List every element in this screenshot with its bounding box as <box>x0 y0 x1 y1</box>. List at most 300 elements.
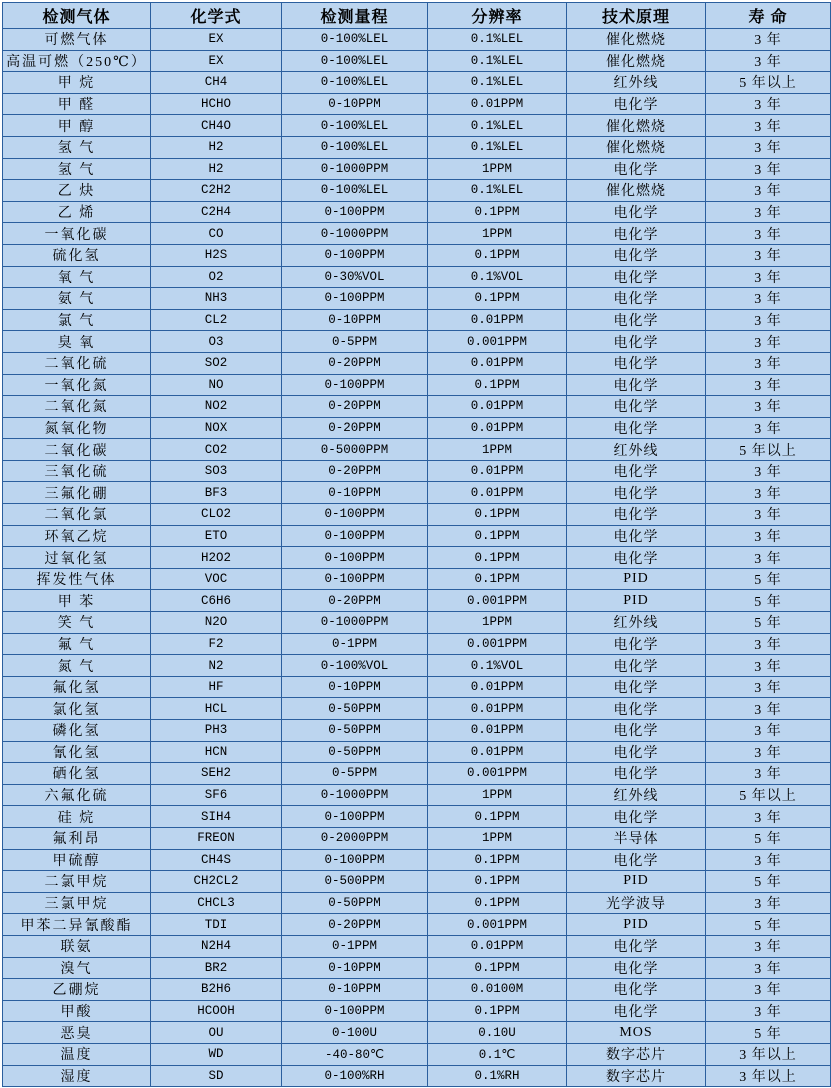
table-row <box>3 93 831 115</box>
table-cell-principle: 电化学 <box>567 741 706 763</box>
table-cell-name: 氟 气 <box>3 633 151 655</box>
table-cell-resolution: 1PPM <box>428 439 567 461</box>
table-cell-range: 0-1000PPM <box>282 784 428 806</box>
table-cell-range: 0-100PPM <box>282 568 428 590</box>
table-cell-formula: TDI <box>151 914 282 936</box>
table-cell-resolution: 0.1PPM <box>428 525 567 547</box>
table-header <box>3 3 831 29</box>
table-cell-principle: 电化学 <box>567 504 706 526</box>
table-cell-resolution: 0.01PPM <box>428 93 567 115</box>
table-cell-resolution: 0.1PPM <box>428 288 567 310</box>
table-cell-name: 二氧化碳 <box>3 439 151 461</box>
table-cell-principle: 电化学 <box>567 806 706 828</box>
column-header-lifespan: 寿 命 <box>706 3 831 29</box>
table-cell-name: 臭 氧 <box>3 331 151 353</box>
table-cell-life: 3 年 <box>706 460 831 482</box>
table-cell-formula: HCHO <box>151 93 282 115</box>
column-header-gas-name: 检测气体 <box>3 3 151 29</box>
table-cell-name: 二氯甲烷 <box>3 871 151 893</box>
table-cell-range: 0-20PPM <box>282 352 428 374</box>
table-cell-resolution: 1PPM <box>428 784 567 806</box>
table-cell-resolution: 0.1PPM <box>428 568 567 590</box>
table-cell-principle: 光学波导 <box>567 892 706 914</box>
table-cell-name: 硫化氢 <box>3 244 151 266</box>
table-cell-formula: H2 <box>151 136 282 158</box>
table-cell-resolution: 0.1PPM <box>428 806 567 828</box>
table-cell-name: 一氧化碳 <box>3 223 151 245</box>
table-cell-formula: BR2 <box>151 957 282 979</box>
table-cell-name: 温度 <box>3 1043 151 1065</box>
table-cell-resolution: 0.1%LEL <box>428 136 567 158</box>
table-cell-principle: 电化学 <box>567 633 706 655</box>
table-cell-range: 0-100%LEL <box>282 136 428 158</box>
table-cell-principle: 催化燃烧 <box>567 50 706 72</box>
table-cell-principle: 电化学 <box>567 1000 706 1022</box>
table-cell-life: 3 年 <box>706 698 831 720</box>
table-cell-life: 5 年 <box>706 612 831 634</box>
table-cell-range: 0-100%LEL <box>282 50 428 72</box>
table-cell-life: 3 年 <box>706 849 831 871</box>
table-cell-range: 0-10PPM <box>282 979 428 1001</box>
table-cell-range: 0-5PPM <box>282 763 428 785</box>
table-cell-formula: HCL <box>151 698 282 720</box>
table-cell-life: 3 年 <box>706 417 831 439</box>
table-cell-name: 过氧化氢 <box>3 547 151 569</box>
table-cell-name: 高温可燃（250℃） <box>3 50 151 72</box>
table-cell-formula: CH4O <box>151 115 282 137</box>
table-cell-range: 0-100PPM <box>282 849 428 871</box>
table-cell-resolution: 0.10U <box>428 1022 567 1044</box>
table-cell-resolution: 0.1%LEL <box>428 180 567 202</box>
table-row <box>3 244 831 266</box>
table-cell-principle: 催化燃烧 <box>567 136 706 158</box>
table-cell-resolution: 0.01PPM <box>428 309 567 331</box>
table-cell-name: 三氯甲烷 <box>3 892 151 914</box>
table-row <box>3 871 831 893</box>
table-cell-formula: PH3 <box>151 720 282 742</box>
table-row <box>3 352 831 374</box>
table-cell-formula: WD <box>151 1043 282 1065</box>
table-cell-name: 溴气 <box>3 957 151 979</box>
table-cell-name: 联氨 <box>3 935 151 957</box>
table-cell-name: 湿度 <box>3 1065 151 1087</box>
table-cell-name: 氢 气 <box>3 136 151 158</box>
table-cell-formula: OU <box>151 1022 282 1044</box>
table-cell-formula: N2H4 <box>151 935 282 957</box>
table-cell-range: 0-100PPM <box>282 504 428 526</box>
table-row <box>3 331 831 353</box>
table-cell-formula: HCN <box>151 741 282 763</box>
table-cell-resolution: 0.1%LEL <box>428 115 567 137</box>
table-cell-life: 5 年 <box>706 1022 831 1044</box>
table-cell-formula: SEH2 <box>151 763 282 785</box>
table-cell-range: 0-100%VOL <box>282 655 428 677</box>
table-cell-formula: HF <box>151 676 282 698</box>
table-cell-principle: 电化学 <box>567 957 706 979</box>
table-cell-range: 0-100PPM <box>282 806 428 828</box>
table-cell-life: 5 年以上 <box>706 784 831 806</box>
table-cell-range: 0-20PPM <box>282 396 428 418</box>
table-cell-formula: C6H6 <box>151 590 282 612</box>
table-cell-formula: BF3 <box>151 482 282 504</box>
table-cell-name: 六氟化硫 <box>3 784 151 806</box>
table-cell-principle: 电化学 <box>567 720 706 742</box>
table-cell-name: 硒化氢 <box>3 763 151 785</box>
table-cell-life: 5 年 <box>706 871 831 893</box>
table-row <box>3 547 831 569</box>
table-cell-resolution: 0.1%LEL <box>428 50 567 72</box>
table-cell-name: 甲 醇 <box>3 115 151 137</box>
table-cell-formula: CH2CL2 <box>151 871 282 893</box>
table-cell-name: 挥发性气体 <box>3 568 151 590</box>
table-row <box>3 136 831 158</box>
table-row <box>3 1000 831 1022</box>
table-row <box>3 266 831 288</box>
table-cell-principle: 数字芯片 <box>567 1043 706 1065</box>
table-cell-life: 3 年 <box>706 504 831 526</box>
table-cell-life: 3 年 <box>706 201 831 223</box>
table-cell-life: 3 年 <box>706 547 831 569</box>
table-cell-range: 0-100%LEL <box>282 29 428 51</box>
table-cell-principle: 电化学 <box>567 331 706 353</box>
table-cell-formula: NH3 <box>151 288 282 310</box>
table-cell-range: 0-20PPM <box>282 590 428 612</box>
table-cell-range: 0-10PPM <box>282 309 428 331</box>
table-cell-name: 甲硫醇 <box>3 849 151 871</box>
table-cell-life: 3 年 <box>706 158 831 180</box>
table-cell-formula: H2S <box>151 244 282 266</box>
table-cell-principle: 电化学 <box>567 676 706 698</box>
table-cell-name: 甲苯二异氰酸酯 <box>3 914 151 936</box>
table-cell-range: 0-100PPM <box>282 201 428 223</box>
table-row <box>3 460 831 482</box>
table-cell-life: 5 年 <box>706 590 831 612</box>
table-row <box>3 201 831 223</box>
table-cell-principle: 电化学 <box>567 849 706 871</box>
table-cell-resolution: 0.1%VOL <box>428 266 567 288</box>
table-cell-life: 5 年 <box>706 568 831 590</box>
table-cell-resolution: 0.1PPM <box>428 547 567 569</box>
table-cell-life: 3 年 <box>706 655 831 677</box>
table-cell-range: 0-10PPM <box>282 482 428 504</box>
table-cell-name: 氰化氢 <box>3 741 151 763</box>
table-cell-life: 3 年 <box>706 93 831 115</box>
table-cell-life: 3 年 <box>706 720 831 742</box>
table-cell-range: 0-100%RH <box>282 1065 428 1087</box>
table-cell-principle: 电化学 <box>567 158 706 180</box>
table-cell-life: 3 年 <box>706 525 831 547</box>
table-cell-name: 氧 气 <box>3 266 151 288</box>
table-cell-resolution: 1PPM <box>428 158 567 180</box>
table-cell-life: 3 年 <box>706 331 831 353</box>
table-cell-range: 0-100%LEL <box>282 72 428 94</box>
table-cell-resolution: 0.01PPM <box>428 482 567 504</box>
table-cell-name: 氨 气 <box>3 288 151 310</box>
table-cell-resolution: 0.1PPM <box>428 244 567 266</box>
table-cell-name: 氯 气 <box>3 309 151 331</box>
table-row <box>3 741 831 763</box>
table-row <box>3 1022 831 1044</box>
table-row <box>3 957 831 979</box>
table-cell-life: 3 年 <box>706 741 831 763</box>
table-cell-range: 0-100PPM <box>282 1000 428 1022</box>
table-cell-resolution: 0.01PPM <box>428 352 567 374</box>
table-cell-life: 3 年 <box>706 482 831 504</box>
table-cell-name: 甲 苯 <box>3 590 151 612</box>
table-cell-principle: PID <box>567 871 706 893</box>
table-cell-range: 0-100U <box>282 1022 428 1044</box>
table-row <box>3 784 831 806</box>
table-row <box>3 417 831 439</box>
table-cell-resolution: 0.001PPM <box>428 590 567 612</box>
table-body <box>3 29 831 1087</box>
table-cell-principle: 半导体 <box>567 827 706 849</box>
table-row <box>3 396 831 418</box>
table-cell-principle: 电化学 <box>567 201 706 223</box>
table-cell-range: 0-100PPM <box>282 244 428 266</box>
table-cell-formula: ETO <box>151 525 282 547</box>
table-cell-formula: CO <box>151 223 282 245</box>
table-cell-formula: N2O <box>151 612 282 634</box>
table-cell-resolution: 0.1%RH <box>428 1065 567 1087</box>
table-cell-name: 二氧化硫 <box>3 352 151 374</box>
table-cell-name: 乙硼烷 <box>3 979 151 1001</box>
table-cell-name: 甲 醛 <box>3 93 151 115</box>
table-cell-range: 0-5000PPM <box>282 439 428 461</box>
table-cell-principle: 催化燃烧 <box>567 29 706 51</box>
table-cell-principle: PID <box>567 590 706 612</box>
table-cell-resolution: 1PPM <box>428 612 567 634</box>
table-cell-range: 0-20PPM <box>282 417 428 439</box>
table-cell-resolution: 0.01PPM <box>428 741 567 763</box>
table-cell-range: 0-1000PPM <box>282 223 428 245</box>
table-cell-range: 0-100PPM <box>282 288 428 310</box>
table-cell-life: 5 年以上 <box>706 72 831 94</box>
table-cell-range: 0-50PPM <box>282 698 428 720</box>
table-cell-formula: C2H2 <box>151 180 282 202</box>
table-cell-range: 0-10PPM <box>282 93 428 115</box>
table-cell-formula: C2H4 <box>151 201 282 223</box>
table-cell-principle: 电化学 <box>567 93 706 115</box>
table-row <box>3 158 831 180</box>
table-row <box>3 806 831 828</box>
table-row <box>3 914 831 936</box>
table-cell-life: 3 年 <box>706 244 831 266</box>
table-cell-formula: O3 <box>151 331 282 353</box>
table-cell-life: 3 年以上 <box>706 1043 831 1065</box>
table-cell-life: 3 年 <box>706 979 831 1001</box>
table-cell-formula: CHCL3 <box>151 892 282 914</box>
table-cell-principle: 电化学 <box>567 525 706 547</box>
table-cell-formula: N2 <box>151 655 282 677</box>
table-row <box>3 50 831 72</box>
table-cell-name: 氟利昂 <box>3 827 151 849</box>
table-cell-principle: 电化学 <box>567 309 706 331</box>
table-cell-life: 3 年 <box>706 676 831 698</box>
table-cell-name: 笑 气 <box>3 612 151 634</box>
table-row <box>3 374 831 396</box>
table-cell-formula: NOX <box>151 417 282 439</box>
table-cell-life: 3 年 <box>706 396 831 418</box>
table-row <box>3 633 831 655</box>
table-cell-life: 3 年 <box>706 29 831 51</box>
table-cell-life: 3 年 <box>706 957 831 979</box>
table-cell-name: 环氧乙烷 <box>3 525 151 547</box>
table-cell-principle: 电化学 <box>567 655 706 677</box>
table-cell-name: 乙 炔 <box>3 180 151 202</box>
table-cell-resolution: 0.1PPM <box>428 849 567 871</box>
table-row <box>3 698 831 720</box>
table-cell-formula: SO2 <box>151 352 282 374</box>
table-row <box>3 482 831 504</box>
table-cell-resolution: 0.1PPM <box>428 957 567 979</box>
table-row <box>3 29 831 51</box>
table-cell-principle: 电化学 <box>567 482 706 504</box>
table-cell-formula: O2 <box>151 266 282 288</box>
table-cell-life: 5 年以上 <box>706 439 831 461</box>
table-cell-life: 3 年 <box>706 374 831 396</box>
table-cell-resolution: 0.1PPM <box>428 504 567 526</box>
table-cell-range: 0-100PPM <box>282 525 428 547</box>
table-cell-principle: 电化学 <box>567 288 706 310</box>
table-cell-principle: 电化学 <box>567 698 706 720</box>
table-cell-range: 0-2000PPM <box>282 827 428 849</box>
table-row <box>3 115 831 137</box>
table-cell-principle: 电化学 <box>567 352 706 374</box>
table-cell-name: 三氟化硼 <box>3 482 151 504</box>
table-cell-formula: H2O2 <box>151 547 282 569</box>
table-row <box>3 1065 831 1087</box>
table-cell-formula: VOC <box>151 568 282 590</box>
table-cell-resolution: 0.01PPM <box>428 935 567 957</box>
table-cell-name: 一氧化氮 <box>3 374 151 396</box>
table-cell-life: 3 年 <box>706 180 831 202</box>
table-cell-resolution: 0.1PPM <box>428 1000 567 1022</box>
table-cell-name: 氯化氢 <box>3 698 151 720</box>
table-cell-life: 3 年 <box>706 935 831 957</box>
table-row <box>3 720 831 742</box>
table-cell-life: 3 年 <box>706 763 831 785</box>
table-cell-name: 恶臭 <box>3 1022 151 1044</box>
table-cell-principle: 电化学 <box>567 547 706 569</box>
table-cell-range: 0-1000PPM <box>282 158 428 180</box>
table-cell-principle: 红外线 <box>567 439 706 461</box>
table-row <box>3 288 831 310</box>
table-cell-range: 0-5PPM <box>282 331 428 353</box>
table-row <box>3 568 831 590</box>
table-cell-name: 甲 烷 <box>3 72 151 94</box>
table-cell-resolution: 0.1%LEL <box>428 29 567 51</box>
table-cell-principle: 电化学 <box>567 417 706 439</box>
table-cell-life: 3 年 <box>706 309 831 331</box>
table-cell-range: 0-1PPM <box>282 935 428 957</box>
table-cell-life: 3 年 <box>706 223 831 245</box>
table-cell-resolution: 0.01PPM <box>428 720 567 742</box>
gas-detection-table <box>2 2 831 1087</box>
table-cell-resolution: 0.001PPM <box>428 914 567 936</box>
table-cell-name: 硅 烷 <box>3 806 151 828</box>
table-cell-name: 二氧化氯 <box>3 504 151 526</box>
table-cell-resolution: 0.1%VOL <box>428 655 567 677</box>
table-cell-life: 3 年 <box>706 50 831 72</box>
table-cell-principle: 电化学 <box>567 763 706 785</box>
table-cell-life: 3 年 <box>706 266 831 288</box>
table-cell-life: 3 年 <box>706 1000 831 1022</box>
table-row <box>3 979 831 1001</box>
table-row <box>3 1043 831 1065</box>
table-cell-range: 0-30%VOL <box>282 266 428 288</box>
table-cell-name: 氢 气 <box>3 158 151 180</box>
table-cell-formula: B2H6 <box>151 979 282 1001</box>
table-cell-principle: PID <box>567 568 706 590</box>
table-row <box>3 612 831 634</box>
table-cell-principle: 电化学 <box>567 223 706 245</box>
table-cell-range: 0-50PPM <box>282 720 428 742</box>
table-cell-principle: 电化学 <box>567 979 706 1001</box>
table-cell-principle: MOS <box>567 1022 706 1044</box>
table-cell-resolution: 0.0100M <box>428 979 567 1001</box>
table-row <box>3 504 831 526</box>
table-cell-resolution: 0.01PPM <box>428 396 567 418</box>
table-cell-formula: EX <box>151 29 282 51</box>
column-header-technology-principle: 技术原理 <box>567 3 706 29</box>
table-cell-formula: NO <box>151 374 282 396</box>
table-cell-principle: PID <box>567 914 706 936</box>
table-row <box>3 676 831 698</box>
table-cell-resolution: 0.1℃ <box>428 1043 567 1065</box>
table-cell-principle: 催化燃烧 <box>567 180 706 202</box>
table-cell-life: 3 年 <box>706 633 831 655</box>
table-cell-resolution: 0.01PPM <box>428 698 567 720</box>
table-row <box>3 655 831 677</box>
table-cell-formula: F2 <box>151 633 282 655</box>
table-row <box>3 180 831 202</box>
table-cell-range: 0-20PPM <box>282 460 428 482</box>
table-row <box>3 827 831 849</box>
table-cell-name: 三氧化硫 <box>3 460 151 482</box>
table-cell-range: 0-100PPM <box>282 374 428 396</box>
table-cell-principle: 数字芯片 <box>567 1065 706 1087</box>
table-cell-formula: H2 <box>151 158 282 180</box>
table-row <box>3 72 831 94</box>
table-cell-principle: 催化燃烧 <box>567 115 706 137</box>
table-cell-name: 可燃气体 <box>3 29 151 51</box>
table-cell-formula: CL2 <box>151 309 282 331</box>
table-cell-range: 0-20PPM <box>282 914 428 936</box>
table-cell-resolution: 0.1PPM <box>428 892 567 914</box>
table-cell-range: 0-50PPM <box>282 741 428 763</box>
table-cell-resolution: 0.001PPM <box>428 331 567 353</box>
table-cell-formula: CO2 <box>151 439 282 461</box>
table-row <box>3 590 831 612</box>
table-cell-resolution: 0.1%LEL <box>428 72 567 94</box>
table-cell-life: 3 年以上 <box>706 1065 831 1087</box>
table-row <box>3 849 831 871</box>
table-cell-principle: 红外线 <box>567 612 706 634</box>
table-cell-formula: CH4S <box>151 849 282 871</box>
table-cell-formula: CLO2 <box>151 504 282 526</box>
table-cell-range: 0-50PPM <box>282 892 428 914</box>
table-cell-name: 甲酸 <box>3 1000 151 1022</box>
table-cell-life: 3 年 <box>706 136 831 158</box>
table-cell-resolution: 1PPM <box>428 223 567 245</box>
table-cell-range: 0-100%LEL <box>282 180 428 202</box>
table-cell-range: 0-10PPM <box>282 676 428 698</box>
table-cell-formula: SF6 <box>151 784 282 806</box>
table-cell-formula: EX <box>151 50 282 72</box>
table-cell-life: 3 年 <box>706 892 831 914</box>
table-cell-principle: 电化学 <box>567 935 706 957</box>
